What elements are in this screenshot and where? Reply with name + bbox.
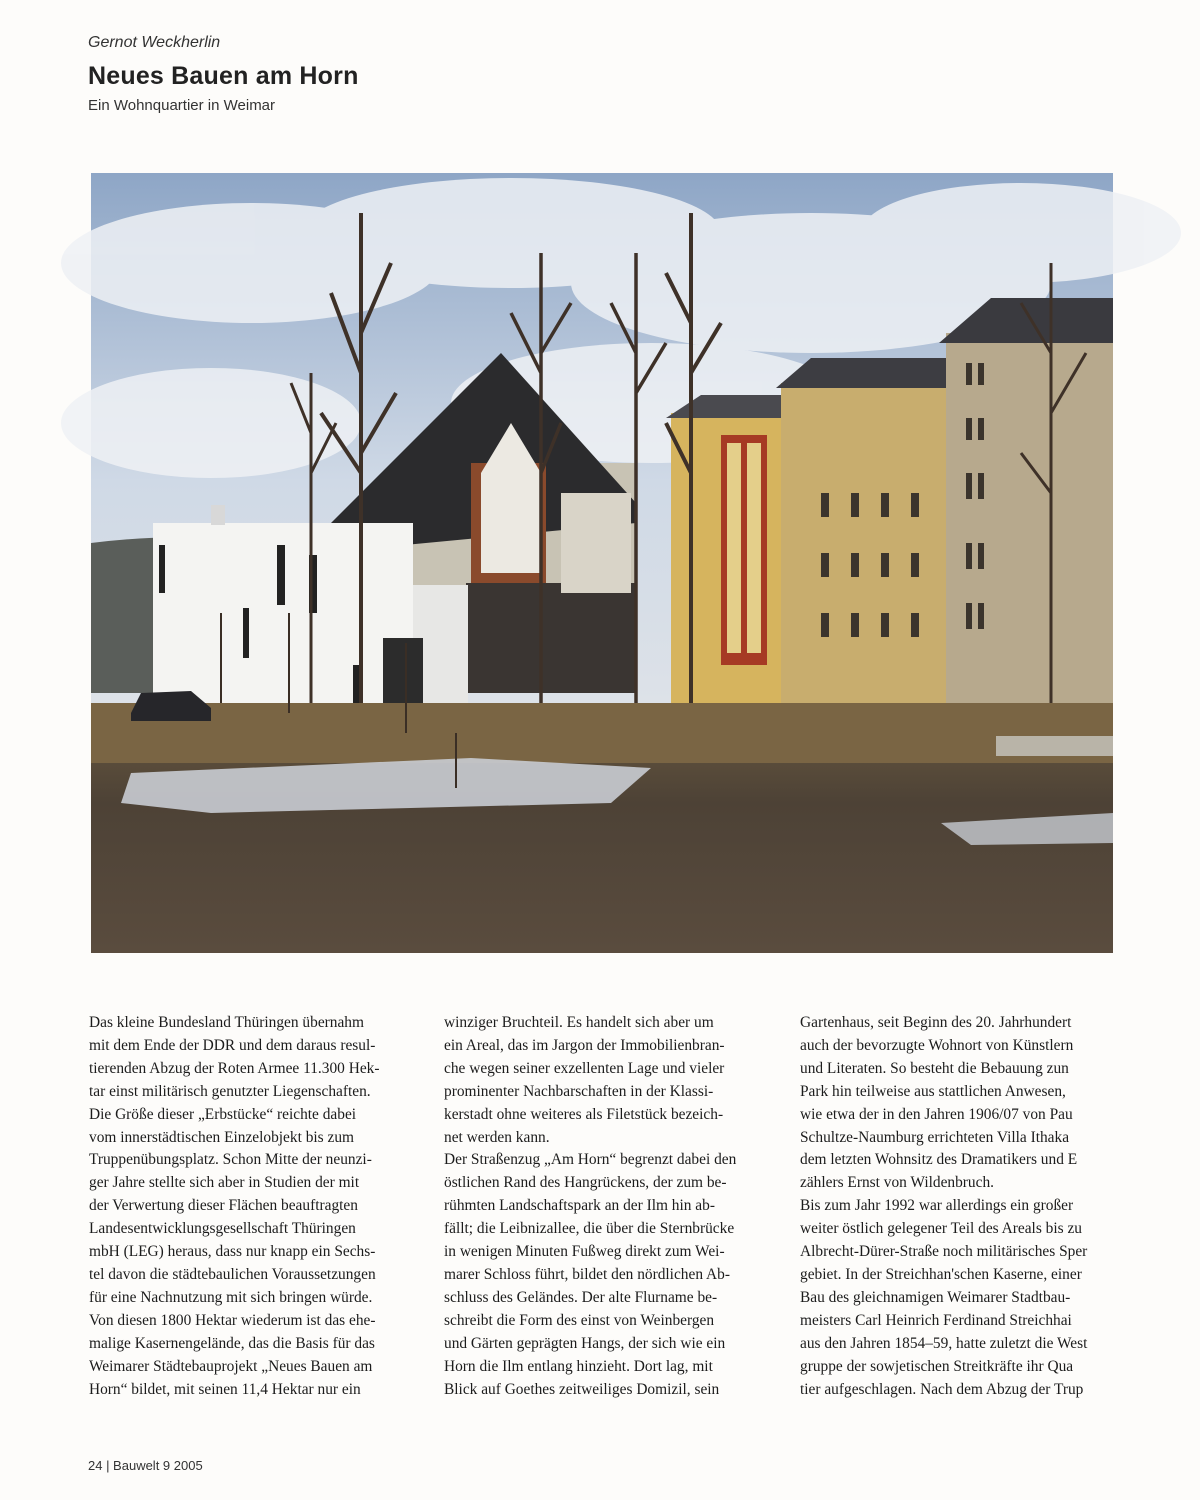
author-name: Gernot Weckherlin — [88, 34, 221, 51]
paragraph: Der Straßenzug „Am Horn“ begrenzt dabei den östlichen Rand des Hangrückens, der zum be- rühmten Landschaftspark an der Ilm hin ab- fällt; die Leibnizallee, die über die Sternbrücke in wenigen Minuten Fußweg direkt zum Wei- marer Schloss führt, bildet den nördlichen Ab- schluss des Geländes. Der alte Flurname be- schreibt die Form des einst von Weinbergen und Gärten geprägten Hangs, der sich wie ein Horn die Ilm entlang hinzieht. Dort lag, mit Blick auf Goethes zeitweiliges Domizil, sein — [444, 1151, 737, 1398]
text-column-1 — [89, 1012, 419, 1398]
text-column-3 — [800, 1012, 1120, 1398]
paragraph: Das kleine Bundesland Thüringen übernahm mit dem Ende der DDR und dem daraus resul- tierenden Abzug der Roten Armee 11.300 Hek- tar einst militärisch genutzter Liegenschaften. Die Größe dieser „Erbstücke“ reichte dabei vom innerstädtischen Einzelobjekt bis zum Truppenübungsplatz. Schon Mitte der neunzi- ger Jahre stellte sich aber in Studien der mit der Verwertung dieser Flächen beauftragten Landesentwicklungsgesellschaft Thüringen mbH (LEG) heraus, dass nur knapp ein Sechs- tel davon die städtebaulichen Voraussetzungen für eine Nachnutzung mit sich bringen würde. Von diesen 1800 Hektar wiederum ist das ehe- malige Kasernengelände, das die Basis für das Weimarer Städtebauprojekt „Neues Bauen am Horn“ bildet, mit seinen 11,4 Hektar nur ein — [89, 1014, 380, 1398]
grass-strip — [91, 703, 1113, 763]
paragraph: winziger Bruchteil. Es handelt sich aber um ein Areal, das im Jargon der Immobilienbran- che wegen seiner exzellenten Lage und vieler prominenter Nachbarschaften in der Klassi- kerstadt ohne weiteres als Filetstück bezeich- net werden kann. — [444, 1014, 725, 1146]
low-wall — [996, 736, 1113, 756]
ochre-building — [666, 395, 791, 703]
stone-barracks — [776, 298, 1113, 703]
text-column-2 — [444, 1012, 779, 1398]
photo-illustration — [91, 173, 1113, 953]
paragraph: Bis zum Jahr 1992 war allerdings ein großer weiter östlich gelegener Teil des Areals bis zu Albrecht-Dürer-Straße noch militärisches Sper gebiet. In der Streichhan'schen Kaserne, einer Bau des gleichnamigen Weimarer Stadtbau- meisters Carl Heinrich Ferdinand Streichhai aus den Jahren 1854–59, hatte zuletzt die West gruppe der sowjetischen Streitkräfte ihr Qua tier aufgeschlagen. Nach dem Abzug der Trup — [800, 1197, 1088, 1398]
page-folio: 24 | Bauwelt 9 2005 — [88, 1458, 203, 1473]
article-photo — [91, 173, 1113, 953]
paragraph: Gartenhaus, seit Beginn des 20. Jahrhundert auch der bevorzugte Wohnort von Künstlern und Literaten. So besteht die Bebauung zun Park hin teilweise aus stattlichen Anwesen, wie etwa der in den Jahren 1906/07 von Pau Schultze-Naumburg errichteten Villa Ithaka dem letzten Wohnsitz des Dramatikers und E zählers Ernst von Wildenbruch. — [800, 1014, 1078, 1192]
article-subtitle: Ein Wohnquartier in Weimar — [88, 97, 276, 114]
article-title: Neues Bauen am Horn — [88, 62, 359, 90]
